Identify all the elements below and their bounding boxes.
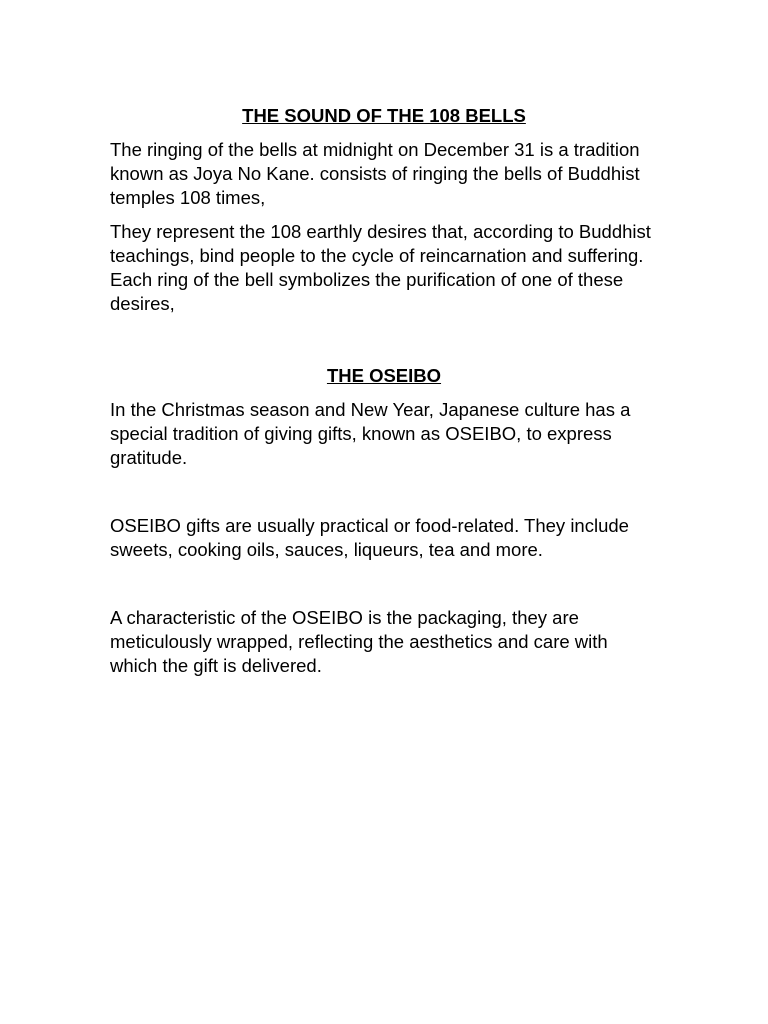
paragraph-oseibo-gifts: OSEIBO gifts are usually practical or food-related. They include sweets, cooking oils, sauces, liqueurs, tea and more. <box>110 515 629 560</box>
document-page <box>110 104 658 678</box>
section-heading-108-bells: THE SOUND OF THE 108 BELLS <box>242 105 526 126</box>
paragraph-oseibo-tradition: In the Christmas season and New Year, Japanese culture has a special tradition of giving gifts, known as OSEIBO, to express gratitude. <box>110 399 631 468</box>
spacer <box>110 470 658 514</box>
paragraph-joya-no-kane: The ringing of the bells at midnight on December 31 is a tradition known as Joya No Kane. consists of ringing the bells of Buddhist temples 108 times, <box>110 139 640 208</box>
section-heading-oseibo: THE OSEIBO <box>326 365 442 386</box>
spacer <box>110 316 658 364</box>
spacer <box>110 210 658 220</box>
paragraph-earthly-desires: They represent the 108 earthly desires that, according to Buddhist teachings, bind people to the cycle of reincarnation and suffering. Each ring of the bell symbolizes the purification of one of these desires, <box>110 221 651 314</box>
spacer <box>110 562 658 606</box>
paragraph-oseibo-packaging: A characteristic of the OSEIBO is the packaging, they are meticulously wrapped, reflecting the aesthetics and care with which the gift is delivered. <box>110 607 608 676</box>
